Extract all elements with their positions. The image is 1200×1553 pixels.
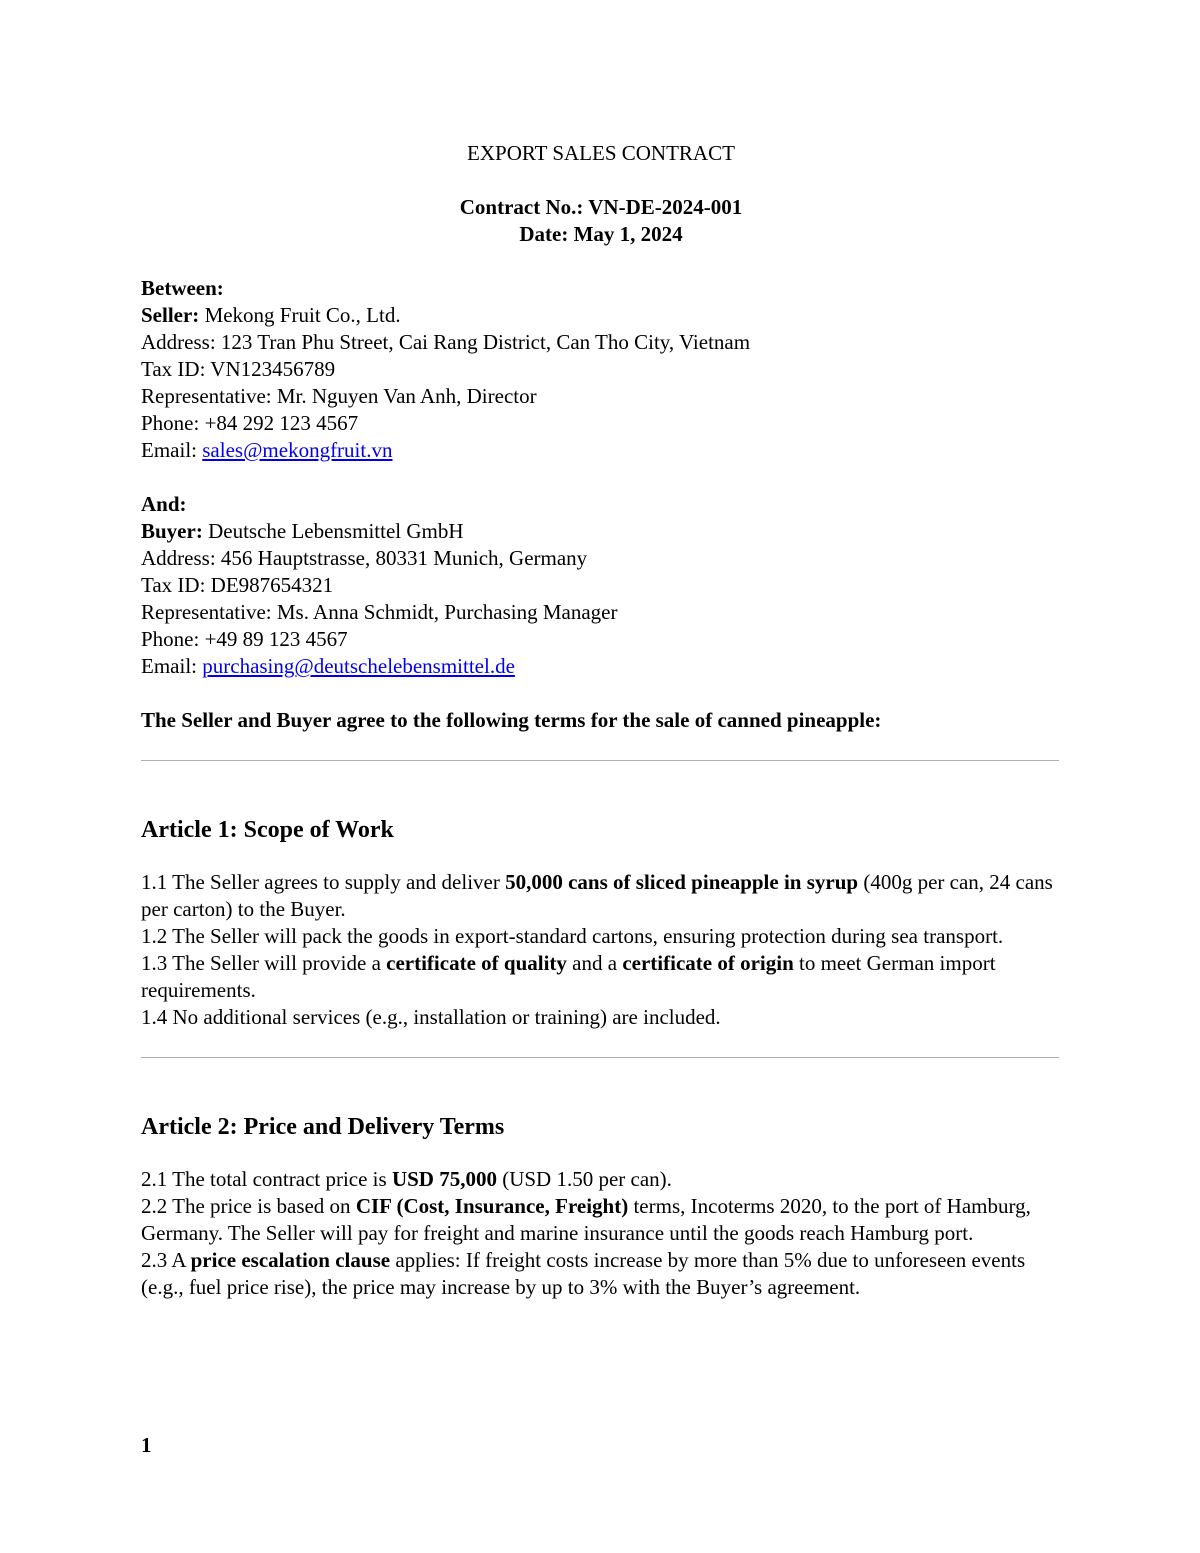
contract-header — [141, 140, 1061, 248]
seller-email-label: Email: — [141, 438, 203, 462]
buyer-phone: Phone: +49 89 123 4567 — [141, 627, 348, 651]
clause-1-1-text: 1.1 The Seller agrees to supply and deliver — [141, 870, 506, 894]
article-2-heading: Article 2: Price and Delivery Terms — [141, 1114, 505, 1140]
article-2 — [141, 1112, 1061, 1301]
clause-1-2: 1.2 The Seller will pack the goods in export-standard cartons, ensuring protection during sea transport. — [141, 924, 1004, 948]
seller-name: Mekong Fruit Co., Ltd. — [199, 303, 401, 327]
clause-2-3-tail: applies: If freight costs increase by more than 5% due to unforeseen events (e.g., fuel price rise), the price may increase by up to 3% with the Buyer’s agreement. — [141, 1248, 1026, 1299]
clause-1-3-text: 1.3 The Seller will provide a — [141, 951, 387, 975]
page-number: 1 — [141, 1433, 152, 1457]
buyer-representative: Representative: Ms. Anna Schmidt, Purchasing Manager — [141, 600, 618, 624]
clause-2-1 — [141, 1166, 1061, 1193]
between-label: Between: — [141, 276, 224, 300]
buyer-email-label: Email: — [141, 654, 203, 678]
clause-2-1-text: 2.1 The total contract price is — [141, 1167, 392, 1191]
article-1-heading: Article 1: Scope of Work — [141, 817, 394, 843]
clause-1-3-tail: to meet German import requirements. — [141, 951, 996, 1002]
clause-2-3 — [141, 1247, 1061, 1301]
contract-date: Date: May 1, 2024 — [519, 222, 683, 246]
seller-address: Address: 123 Tran Phu Street, Cai Rang District, Can Tho City, Vietnam — [141, 330, 751, 354]
clause-2-2-incoterm: CIF (Cost, Insurance, Freight) — [355, 1194, 629, 1218]
seller-block — [141, 275, 1061, 464]
seller-phone: Phone: +84 292 123 4567 — [141, 411, 359, 435]
article-1 — [141, 815, 1061, 1031]
contract-title: EXPORT SALES CONTRACT — [467, 141, 735, 165]
seller-email-line — [141, 437, 1061, 464]
clause-1-3 — [141, 950, 1061, 1004]
document-body — [141, 140, 1061, 1301]
clause-1-4: 1.4 No additional services (e.g., installation or training) are included. — [141, 1005, 721, 1029]
clause-1-3-quality: certificate of quality — [386, 951, 567, 975]
buyer-email-link[interactable]: purchasing@deutschelebensmittel.de — [202, 654, 515, 678]
contract-number: Contract No.: VN-DE-2024-001 — [459, 195, 743, 219]
clause-2-3-emphasis: price escalation clause — [190, 1248, 391, 1272]
seller-label: Seller: — [141, 303, 200, 327]
clause-2-1-tail: (USD 1.50 per can). — [496, 1167, 672, 1191]
buyer-label: Buyer: — [141, 519, 203, 543]
clause-1-3-origin: certificate of origin — [622, 951, 794, 975]
seller-email-link[interactable]: sales@mekongfruit.vn — [202, 438, 393, 462]
agreement-statement — [141, 707, 1061, 734]
buyer-name: Deutsche Lebensmittel GmbH — [202, 519, 464, 543]
clause-2-2-text: 2.2 The price is based on — [141, 1194, 356, 1218]
clause-2-3-text: 2.3 A — [141, 1248, 191, 1272]
buyer-address: Address: 456 Hauptstrasse, 80331 Munich, Germany — [141, 546, 588, 570]
clause-1-3-and: and a — [566, 951, 623, 975]
buyer-block — [141, 491, 1061, 680]
agreement-text: The Seller and Buyer agree to the following terms for the sale of canned pineapple: — [141, 708, 882, 732]
seller-tax-id: Tax ID: VN123456789 — [141, 357, 336, 381]
and-label: And: — [141, 492, 187, 516]
clause-1-1-tail: (400g per can, 24 cans per carton) to the Buyer. — [141, 870, 1053, 921]
clause-1-1-emphasis: 50,000 cans of sliced pineapple in syrup — [505, 870, 859, 894]
clause-1-1 — [141, 869, 1061, 923]
seller-line — [141, 302, 1061, 329]
clause-2-1-price: USD 75,000 — [391, 1167, 497, 1191]
seller-representative: Representative: Mr. Nguyen Van Anh, Director — [141, 384, 537, 408]
buyer-email-line — [141, 653, 1061, 680]
clause-2-2 — [141, 1193, 1061, 1247]
clause-2-2-tail: terms, Incoterms 2020, to the port of Hamburg, Germany. The Seller will pay for freight and marine insurance until the goods reach Hamburg port. — [141, 1194, 1031, 1245]
buyer-line — [141, 518, 1061, 545]
buyer-tax-id: Tax ID: DE987654321 — [141, 573, 334, 597]
